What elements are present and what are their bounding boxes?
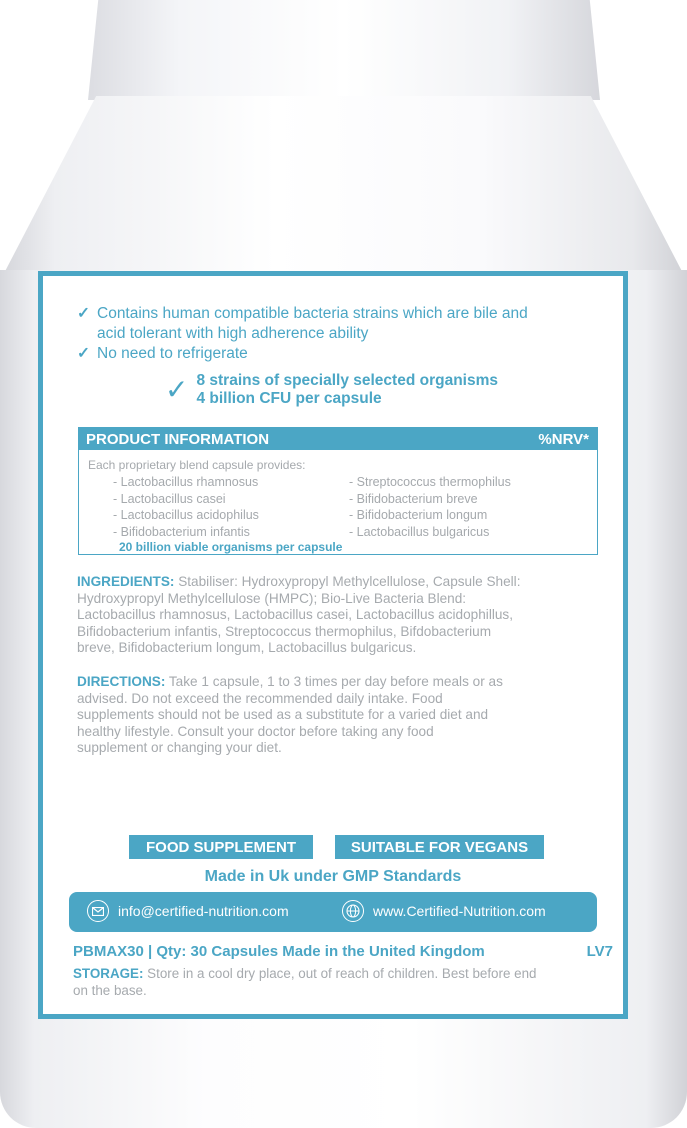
strain-item: - Streptococcus thermophilus bbox=[349, 475, 511, 489]
ingredients-section bbox=[77, 574, 597, 657]
directions-label: DIRECTIONS: bbox=[77, 674, 166, 689]
website-url: www.Certified-Nutrition.com bbox=[373, 903, 546, 919]
benefit-item bbox=[77, 344, 617, 364]
storage-section bbox=[73, 965, 613, 999]
key-point: 8 strains of specially selected organisms bbox=[196, 372, 498, 389]
strain-item: - Bifidobacterium infantis bbox=[113, 524, 250, 539]
product-information-panel bbox=[78, 427, 598, 555]
vegan-badge: SUITABLE FOR VEGANS bbox=[335, 835, 544, 859]
nrv-heading: %NRV* bbox=[538, 430, 589, 448]
globe-icon bbox=[342, 900, 364, 922]
contact-bar bbox=[69, 892, 597, 932]
strain-item: - Bifidobacterium breve bbox=[349, 491, 478, 506]
strain-list-right bbox=[349, 474, 511, 540]
key-points bbox=[165, 372, 498, 408]
ingredients-text: Hydroxypropyl Methylcellulose (HMPC); Bio-Live Bacteria Blend: bbox=[77, 590, 467, 606]
check-icon: ✓ bbox=[165, 374, 189, 405]
product-label bbox=[38, 271, 628, 1019]
quantity-line bbox=[73, 943, 613, 960]
product-information-header bbox=[79, 428, 597, 450]
check-icon: ✓ bbox=[77, 345, 90, 362]
storage-label: STORAGE: bbox=[73, 966, 144, 981]
strain-item: - Lactobacillus bulgaricus bbox=[349, 524, 490, 539]
directions-text: Take 1 capsule, 1 to 3 times per day before meals or as bbox=[168, 674, 503, 689]
quantity-text: PBMAX30 | Qty: 30 Capsules Made in the United Kingdom bbox=[73, 943, 485, 960]
directions-text: advised. Do not exceed the recommended daily intake. Food bbox=[77, 690, 443, 706]
email-contact bbox=[87, 900, 289, 922]
blend-intro: Each proprietary blend capsule provides: bbox=[88, 458, 306, 472]
food-supplement-badge: FOOD SUPPLEMENT bbox=[129, 835, 313, 859]
organism-total: 20 billion viable organisms per capsule bbox=[119, 540, 343, 554]
benefit-text: Contains human compatible bacteria strains which are bile and bbox=[97, 305, 528, 322]
ingredients-text: Bifidobacterium infantis, Streptococcus thermophilus, Bifdobacterium bbox=[77, 623, 492, 639]
strain-list-left bbox=[113, 474, 259, 540]
email-address: info@certified-nutrition.com bbox=[118, 903, 289, 919]
ingredients-text: breve, Bifidobacterium longum, Lactobacillus bulgaricus. bbox=[77, 640, 417, 656]
directions-text: supplements should not be used as a substitute for a varied diet and bbox=[77, 707, 489, 723]
benefit-item bbox=[77, 304, 617, 344]
bottle-shoulder bbox=[0, 96, 687, 281]
ingredients-label: INGREDIENTS: bbox=[77, 574, 175, 589]
lot-code: LV7 bbox=[586, 943, 613, 960]
storage-text: Store in a cool dry place, out of reach of children. Best before end bbox=[147, 966, 537, 981]
strain-item: - Lactobacillus acidophilus bbox=[113, 508, 259, 522]
benefits-list bbox=[77, 304, 617, 364]
envelope-icon bbox=[87, 900, 109, 922]
directions-text: healthy lifestyle. Consult your doctor before taking any food bbox=[77, 723, 434, 739]
storage-text: on the base. bbox=[73, 983, 147, 998]
strain-item: - Lactobacillus rhamnosus bbox=[113, 475, 259, 489]
key-point: 4 billion CFU per capsule bbox=[196, 390, 382, 407]
directions-text: supplement or changing your diet. bbox=[77, 740, 282, 756]
check-icon: ✓ bbox=[77, 305, 90, 322]
made-in-statement: Made in Uk under GMP Standards bbox=[204, 868, 462, 885]
product-information-title: PRODUCT INFORMATION bbox=[86, 430, 270, 448]
website-contact bbox=[342, 900, 546, 922]
benefit-text: acid tolerant with high adherence ability bbox=[97, 325, 369, 342]
benefit-text: No need to refrigerate bbox=[97, 345, 248, 362]
directions-section bbox=[77, 674, 597, 757]
strain-item: - Lactobacillus casei bbox=[113, 491, 226, 506]
ingredients-text: Lactobacillus rhamnosus, Lactobacillus casei, Lactobacillus acidophillus, bbox=[77, 607, 513, 623]
ingredients-text: Stabiliser: Hydroxypropyl Methylcellulose, Capsule Shell: bbox=[178, 574, 521, 589]
bottle-cap bbox=[88, 0, 600, 100]
strain-item: - Bifidobacterium longum bbox=[349, 508, 488, 522]
